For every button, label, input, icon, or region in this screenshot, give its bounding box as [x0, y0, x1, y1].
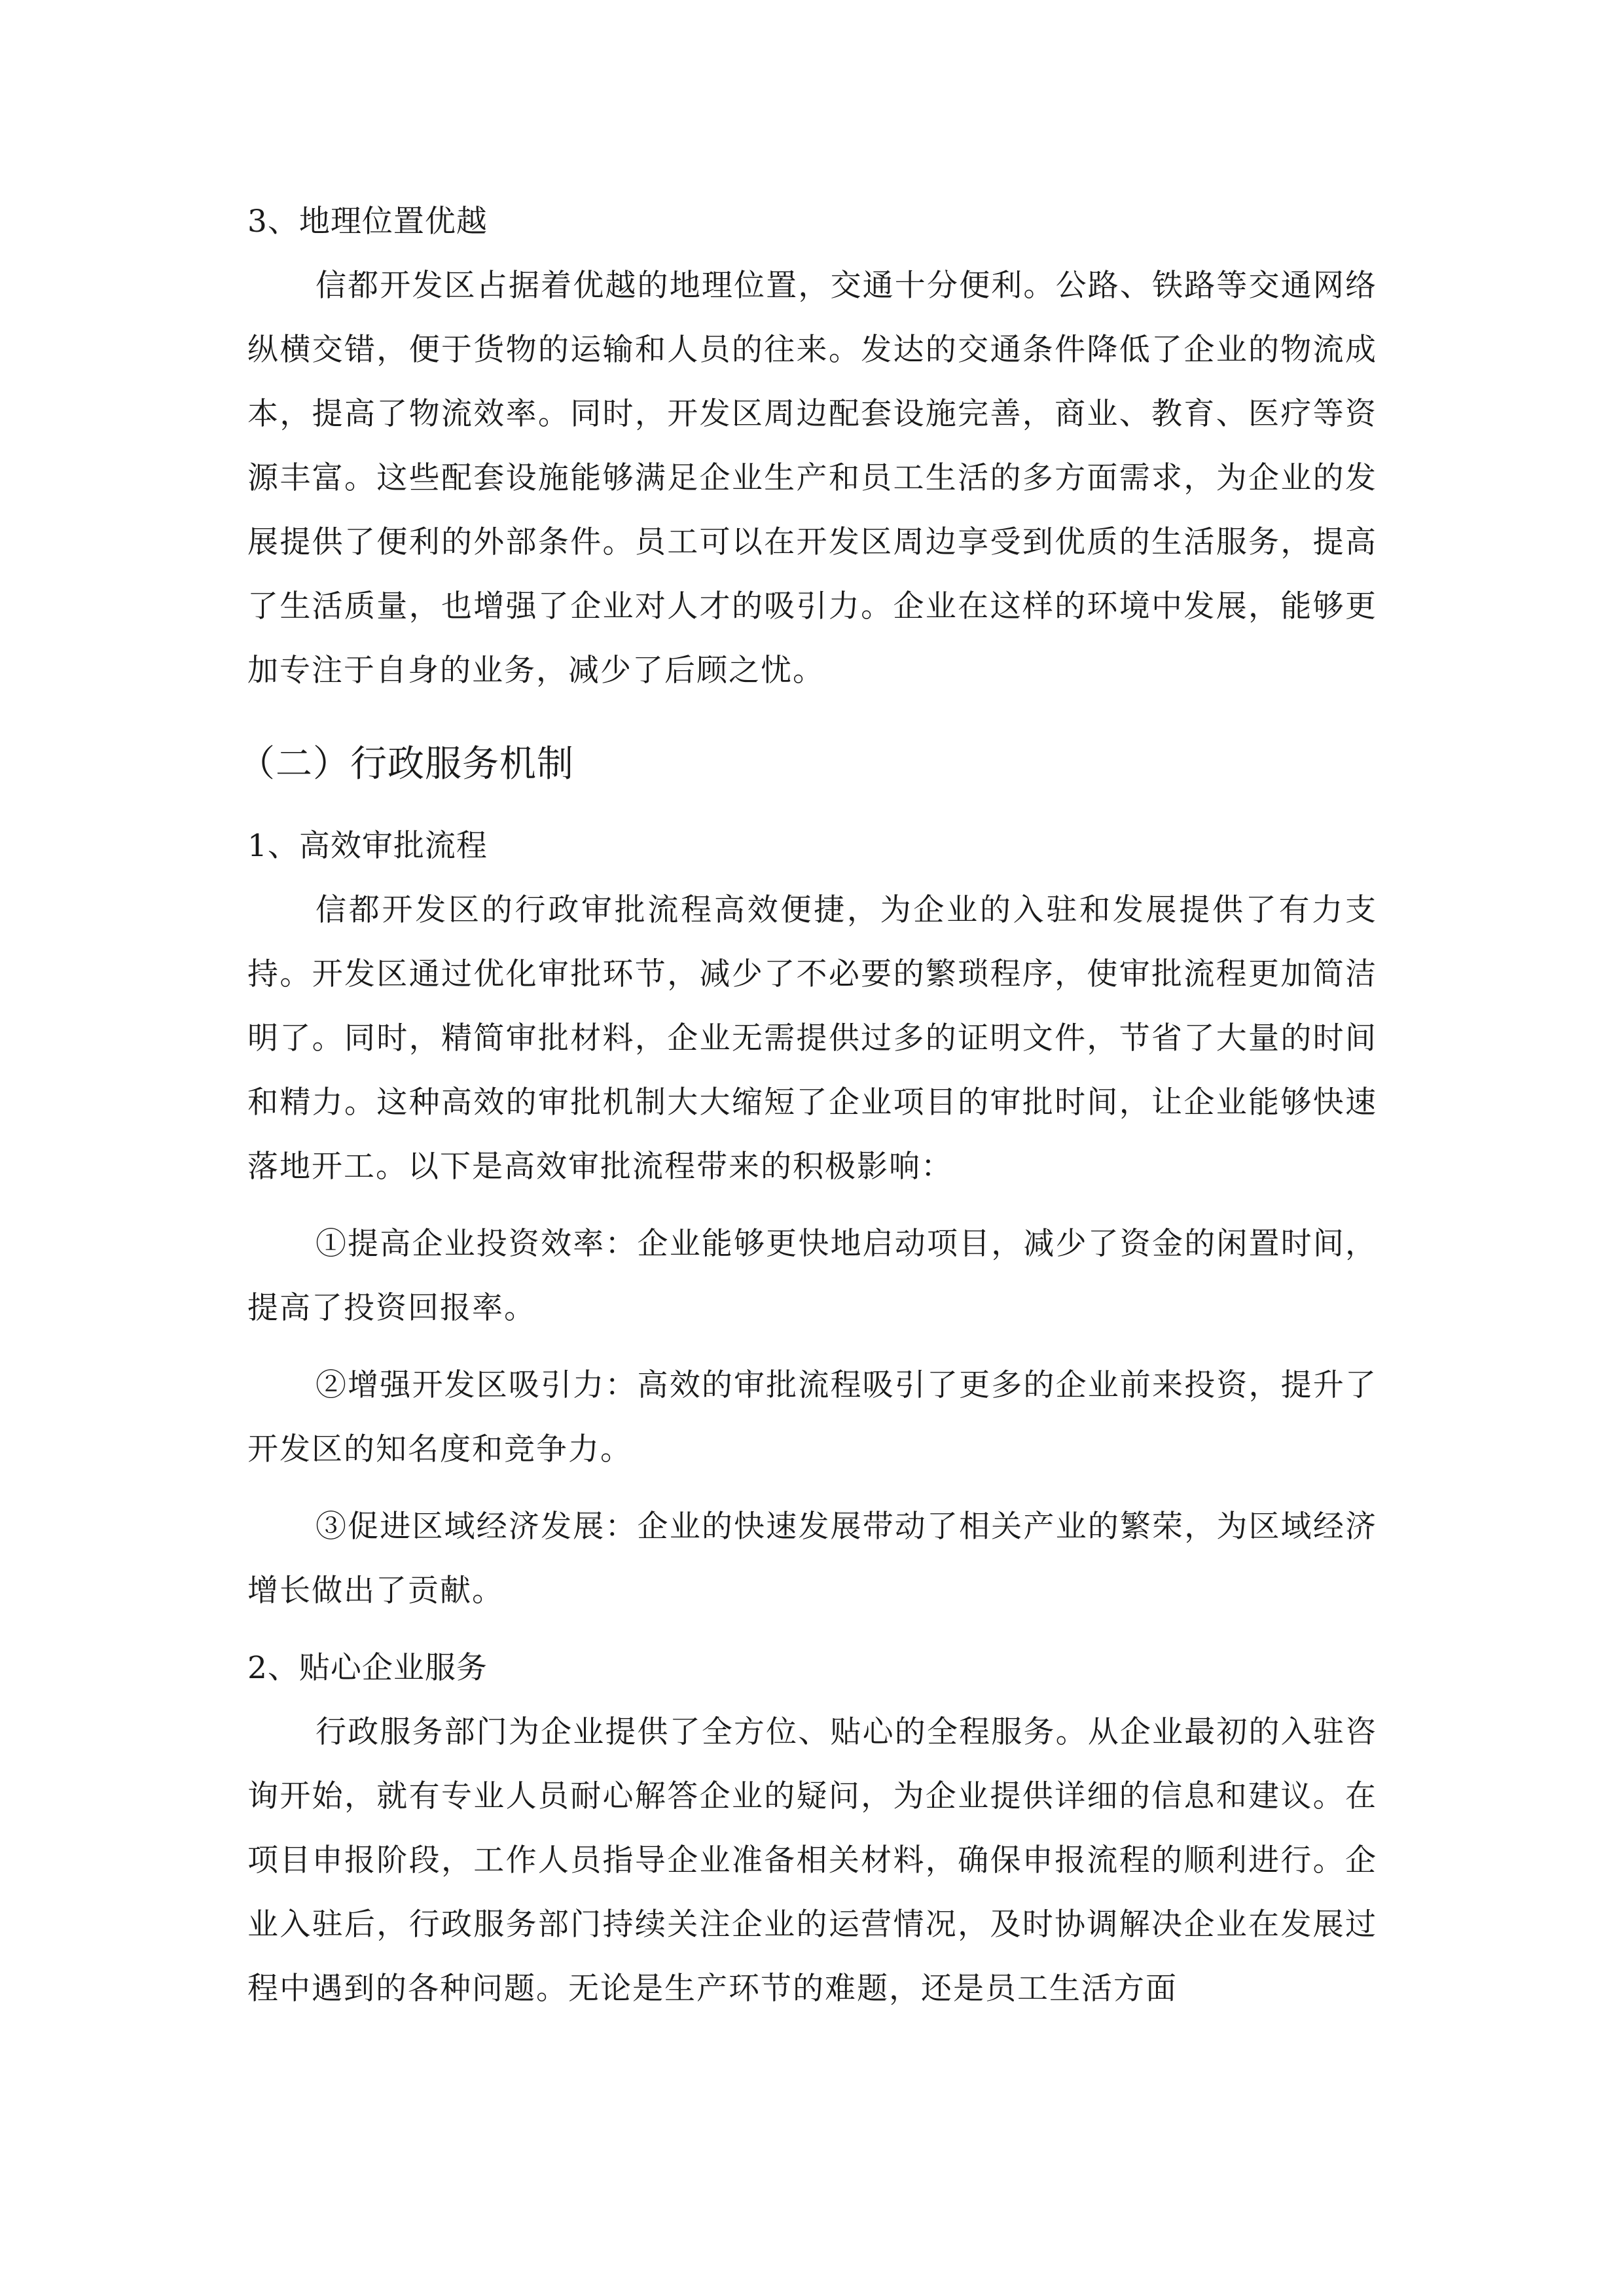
list-item-attractiveness: ②增强开发区吸引力：高效的审批流程吸引了更多的企业前来投资，提升了开发区的知名度和竞争力。 — [247, 1367, 1377, 1467]
section-heading-location: 3、地理位置优越 — [247, 204, 488, 240]
chapter-heading-admin-service: （二）行政服务机制 — [238, 743, 574, 785]
list-item-investment-efficiency: ①提高企业投资效率：企业能够更快地启动项目，减少了资金的闲置时间，提高了投资回报率。 — [247, 1226, 1377, 1326]
section-heading-enterprise-service: 2、贴心企业服务 — [247, 1650, 488, 1686]
paragraph-location: 信都开发区占据着优越的地理位置，交通十分便利。公路、铁路等交通网络纵横交错，便于货物的运输和人员的往来。发达的交通条件降低了企业的物流成本，提高了物流效率。同时，开发区周边配套设施完善，商业、教育、医疗等资源丰富。这些配套设施能够满足企业生产和员工生活的多方面需求，为企业的发展提供了便利的外部条件。员工可以在开发区周边享受到优质的生活服务，提高了生活质量，也增强了企业对人才的吸引力。企业在这样的环境中发展，能够更加专注于自身的业务，减少了后顾之忧。 — [247, 268, 1377, 689]
section-heading-approval: 1、高效审批流程 — [247, 828, 488, 864]
paragraph-enterprise-service: 行政服务部门为企业提供了全方位、贴心的全程服务。从企业最初的入驻咨询开始，就有专业人员耐心解答企业的疑问，为企业提供详细的信息和建议。在项目申报阶段，工作人员指导企业准备相关材料，确保申报流程的顺利进行。企业入驻后，行政服务部门持续关注企业的运营情况，及时协调解决企业在发展过程中遇到的各种问题。无论是生产环节的难题，还是员工生活方面 — [247, 1714, 1377, 2007]
paragraph-approval: 信都开发区的行政审批流程高效便捷，为企业的入驻和发展提供了有力支持。开发区通过优化审批环节，减少了不必要的繁琐程序，使审批流程更加简洁明了。同时，精简审批材料，企业无需提供过多的证明文件，节省了大量的时间和精力。这种高效的审批机制大大缩短了企业项目的审批时间，让企业能够快速落地开工。以下是高效审批流程带来的积极影响： — [247, 892, 1377, 1185]
list-item-regional-economy: ③促进区域经济发展：企业的快速发展带动了相关产业的繁荣，为区域经济增长做出了贡献。 — [247, 1509, 1377, 1609]
page-content — [238, 190, 1377, 2021]
